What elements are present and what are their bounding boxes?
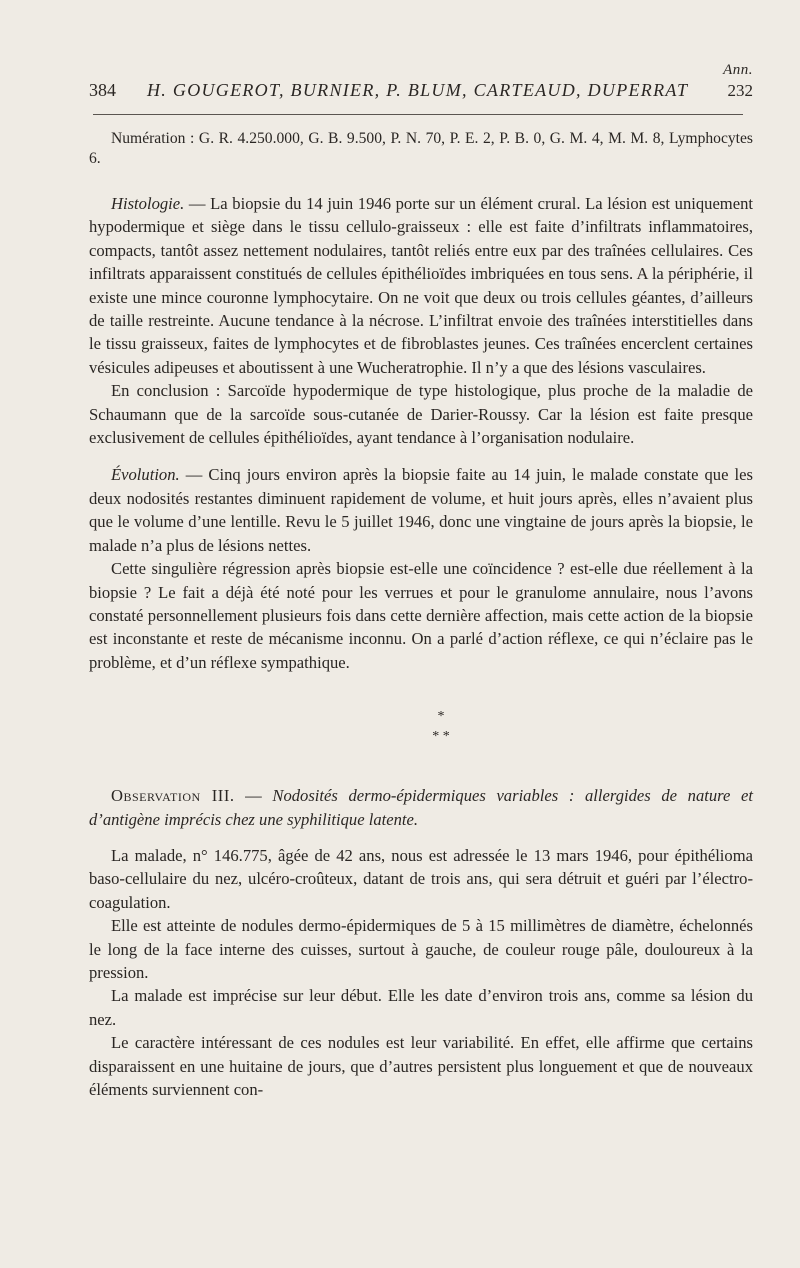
running-annotation: Ann. (723, 62, 753, 78)
observation-dash: — (234, 786, 273, 806)
volume-number: 232 (727, 81, 753, 100)
page-number: 384 (89, 80, 116, 100)
page (89, 62, 753, 1101)
regression-paragraph: Cette singulière régression après biopsie est-elle une coïncidence ? est-elle due réellement à la biopsie ? Le fait a déjà été noté pour les verrues et pour le granulome annulaire, nous l’avons constaté personnellement plusieurs fois dans cette dernière affection, mais cette action de la biopsie est inconstante et reste de mécanisme inconnu. On a parlé d’action réflexe, ce qui n’éclaire pas le problème, et d’un réflexe sympathique. (89, 559, 753, 672)
paragraph-3: La malade est imprécise sur leur début. Elle les date d’environ trois ans, comme sa lésion du nez. (89, 986, 753, 1029)
paragraph-4: Le caractère intéressant de ces nodules est leur variabilité. En effet, elle affirme que certains disparaissent en une huitaine de jours, que d’autres persistent plus longuement et que de nouveaux éléments surviennent con- (89, 1033, 753, 1099)
numeration-paragraph: Numération : G. R. 4.250.000, G. B. 9.500, P. N. 70, P. E. 2, P. B. 0, G. M. 4, M. M. 8, Lymphocytes 6. (89, 130, 753, 167)
histologie-text: — La biopsie du 14 juin 1946 porte sur un élément crural. La lésion est uniquement hypodermique et siège dans le tissu cellulo-graisseux : elle est faite d’infiltrats inflammatoires, compacts, tantôt assez nettement nodulaires, tantôt reliés entre eux par des traînées cellulaires. Ces infiltrats apparaissent constitués de cellules épithélioïdes imbriquées en tous sens. A la périphérie, il existe une mince couronne lymphocytaire. On ne voit que deux ou trois cellules géantes, d’ailleurs de taille restreinte. Aucune tendance à la nécrose. L’infiltrat envoie des traînées interstitielles dans le tissu graisseux, faites de lymphocytes et de fibroblastes jeunes. Ces traînées encerclent certaines vésicules adipeuses et aboutissent à une Wucheratrophie. Il n’y a que des lésions vasculaires. (89, 194, 753, 377)
observation-heading (89, 784, 753, 831)
star-top: * (437, 709, 445, 725)
histologie-title: Histologie. (111, 194, 185, 213)
evolution-text: — Cinq jours environ après la biopsie faite au 14 juin, le malade constate que les deux nodosités restantes diminuent rapidement de volume, et huit jours après, elles n’avaient plus que le volume d’une lentille. Revu le 5 juillet 1946, donc une vingtaine de jours après la biopsie, le malade n’a plus de lésions nettes. (89, 465, 753, 555)
paragraph-1: La malade, n° 146.775, âgée de 42 ans, nous est adressée le 13 mars 1946, pour épithélioma baso-cellulaire du nez, ulcéro-croûteux, datant de trois ans, qui sera détruit et guéri par l’électro-coagulation. (89, 845, 753, 912)
star-bottom: * * (432, 729, 450, 745)
histologie-paragraph (89, 192, 753, 379)
paragraph-2: Elle est atteinte de nodules dermo-épidermiques de 5 à 15 millimètres de diamètre, échelonnés le long de la face interne des cuisses, surtout à gauche, de couleur rouge pâle, douloureux à la pression. (89, 916, 753, 982)
observation-title: Nodosités dermo-épidermiques variables : allergides de nature et d’antigène imprécis chez une syphilitique latente. (89, 786, 753, 829)
conclusion-paragraph: En conclusion : Sarcoïde hypodermique de type histologique, plus proche de la maladie de Schaumann que de la sarcoïde sous-cutanée de Darier-Roussy. Car la lésion est faite presque exclusivement de cellules épithélioïdes, ayant tendance à l’organisation nodulaire. (89, 381, 753, 448)
header-rule (93, 114, 743, 115)
observation-label: Observation III. (111, 786, 235, 806)
page-header (89, 79, 753, 102)
evolution-title: Évolution. (111, 465, 180, 485)
running-authors: H. GOUGEROT, BURNIER, P. BLUM, CARTEAUD, DUPERRAT (147, 80, 689, 100)
evolution-paragraph (89, 463, 753, 557)
section-stars (89, 708, 753, 746)
